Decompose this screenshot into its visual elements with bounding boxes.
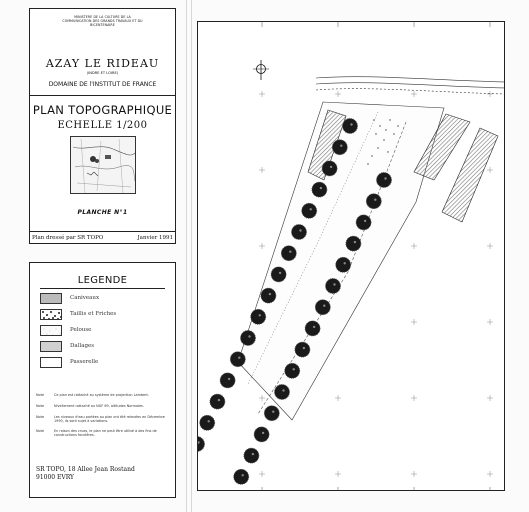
legend-item	[40, 309, 160, 321]
plan-scale: ECHELLE 1/200	[57, 120, 148, 131]
location-map-thumbnail	[70, 136, 136, 194]
tree-icon	[305, 321, 320, 336]
drawing-date: Janvier 1991	[137, 235, 173, 241]
divider	[40, 288, 165, 289]
note-tag: Note	[36, 415, 45, 419]
legend-title: LEGENDE	[77, 275, 128, 286]
tree-icon	[241, 331, 256, 346]
note-text: Ce plan est rattaché au système de projection Lambert.	[54, 393, 149, 397]
tree-icon	[346, 236, 361, 251]
department-name: (INDRE ET LOIRE)	[86, 71, 119, 75]
note-tag: Note	[36, 429, 45, 433]
plan-title: PLAN TOPOGRAPHIQUE	[32, 103, 173, 117]
tree-icon	[254, 427, 269, 442]
note-text: En raison des crues, le plan ne peut être utilisé à des fins de constructions fondières.	[54, 429, 157, 437]
legend-item	[40, 341, 160, 353]
title-block	[29, 8, 176, 244]
surveyor-address	[36, 466, 135, 482]
notes-list	[36, 393, 172, 443]
tree-icon	[312, 182, 327, 197]
note-text: Nivellement rattaché au NGF 69, altitudes Normales.	[54, 404, 144, 408]
fold-line	[191, 0, 192, 512]
tree-icon	[210, 394, 225, 409]
site-name: AZAY LE RIDEAU	[45, 57, 160, 70]
note-text: Les niveaux d'eau portées au plan ont été relevées en Décembre 1990, ils sont sujet à variations.	[54, 415, 165, 423]
tree-icon	[336, 257, 351, 272]
topographic-map	[197, 21, 505, 491]
drawn-by: Plan dressé par SR TOPO	[32, 235, 104, 241]
note	[36, 404, 172, 415]
tree-icon	[271, 267, 286, 282]
tree-icon	[200, 415, 215, 430]
tree-icon	[234, 469, 249, 484]
tree-icon	[198, 437, 205, 452]
tree-icon	[377, 173, 392, 188]
tree-icon	[332, 140, 347, 155]
tree-icon	[264, 406, 279, 421]
legend-item-label: Pelouse	[70, 327, 92, 333]
tree-icon	[343, 119, 358, 134]
legend-item-label: Taillis et Friches	[70, 311, 117, 317]
stipple-swatch-icon	[40, 325, 62, 336]
legend-item	[40, 325, 160, 337]
fold-line	[186, 0, 187, 512]
address-line: 91000 EVRY	[36, 474, 75, 481]
legend-item-label: Passerelle	[70, 359, 99, 365]
tree-icon	[224, 491, 239, 492]
legend-item	[40, 357, 160, 369]
tree-icon	[275, 385, 290, 400]
legend-item	[40, 293, 160, 305]
tree-icon	[326, 279, 341, 294]
ministry-line: MINISTERE DE LA CULTURE DE LA	[74, 15, 131, 19]
legend-item-label: Caniveaux	[70, 295, 100, 301]
tree-icon	[302, 203, 317, 218]
note-tag: Note	[36, 404, 45, 408]
sheet-number: PLANCHE N°1	[77, 209, 128, 216]
divider	[30, 95, 175, 96]
tree-icon	[285, 363, 300, 378]
tree-icon	[295, 342, 310, 357]
tree-icon	[322, 161, 337, 176]
note	[36, 415, 172, 429]
road	[316, 77, 505, 94]
blank-swatch-icon	[40, 357, 62, 368]
tree-icon	[261, 288, 276, 303]
owner-name: DOMAINE DE l'INSTITUT DE FRANCE	[48, 81, 157, 88]
ministry-heading	[30, 15, 175, 27]
divider	[30, 231, 175, 232]
tree-icon	[366, 194, 381, 209]
note	[36, 393, 172, 404]
solid-swatch-icon	[40, 341, 62, 352]
tree-icon	[315, 300, 330, 315]
address-line: SR TOPO, 18 Allee Jean Rostand	[36, 466, 135, 473]
tree-icon	[356, 215, 371, 230]
tree-icon	[230, 352, 245, 367]
legend-item-label: Dallages	[70, 343, 95, 349]
tree-icon	[281, 246, 296, 261]
north-arrow-icon	[253, 60, 269, 80]
map-drawing	[198, 22, 505, 491]
tree-icon	[292, 225, 307, 240]
legend-block	[29, 262, 176, 498]
ministry-line: BICENTENAIRE	[90, 23, 115, 27]
hatch-swatch-icon	[40, 293, 62, 304]
tree-icon	[220, 373, 235, 388]
tree-icon	[251, 309, 266, 324]
dots-swatch-icon	[40, 309, 62, 320]
note	[36, 429, 172, 443]
tree-icon	[244, 448, 259, 463]
ministry-line: COMMUNICATION DES GRANDS TRAVAUX ET DU	[62, 19, 143, 23]
note-tag: Note	[36, 393, 45, 397]
